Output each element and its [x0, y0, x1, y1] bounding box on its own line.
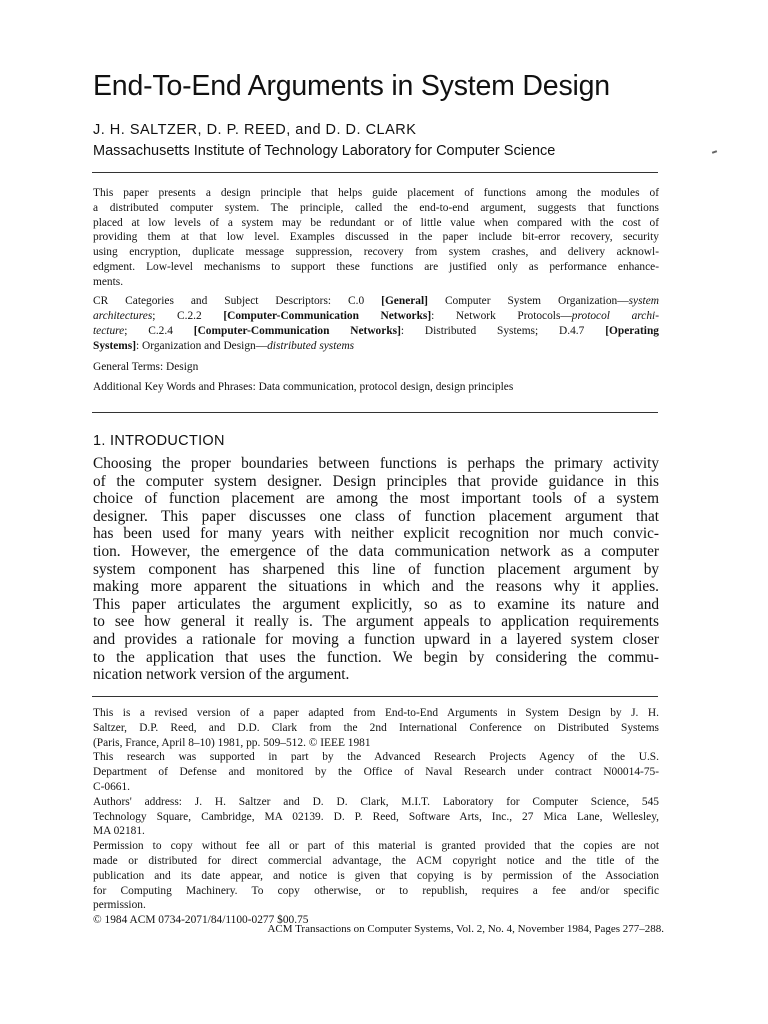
intro-line: system component has sharpened this line of function placement argument by — [93, 560, 659, 578]
introduction-body — [93, 455, 659, 684]
journal-citation: ACM Transactions on Computer Systems, Vol. 2, No. 4, November 1984, Pages 277–288. — [267, 923, 664, 935]
footnote-line: Authors' address: J. H. Saltzer and D. D. Clark, M.I.T. Laboratory for Computer Science, 545 — [93, 795, 659, 808]
cr-line — [93, 339, 659, 354]
footnote-line: C-0661. — [93, 780, 131, 793]
cr-line — [93, 294, 659, 309]
cr-text: Computer System Organization— — [427, 295, 629, 307]
intro-line: designer. This paper discusses one class of function placement argument that — [93, 507, 659, 525]
intro-line: and provides a rationale for moving a function upward in a layered system closer — [93, 630, 659, 648]
cr-text: : Organization and Design— — [136, 340, 268, 352]
divider-middle — [92, 412, 658, 413]
divider-footnotes — [92, 696, 658, 697]
footnote-line: for Computing Machinery. To copy otherwise, or to republish, requires a fee and/or specific — [93, 884, 659, 897]
abstract-line: a distributed computer system. The principle, called the end-to-end argument, suggests that functions — [93, 201, 659, 214]
cr-text: CR Categories and Subject Descriptors: C.0 — [93, 295, 382, 307]
cr-italic: tecture — [93, 325, 125, 337]
intro-line: Choosing the proper boundaries between functions is perhaps the primary activity — [93, 455, 659, 472]
footnote-line: © 1984 ACM 0734-2071/84/1100-0277 $00.75 — [93, 914, 309, 927]
intro-line: choice of function placement are among the most important tools of a system — [93, 490, 659, 508]
footnote-line: Saltzer, D.P. Reed, and D.D. Clark from the 2nd International Conference on Distributed Systems — [93, 721, 659, 734]
intro-line: This paper articulates the argument explicitly, so as to examine its nature and — [93, 595, 659, 613]
affiliation: Massachusetts Institute of Technology Laboratory for Computer Science — [93, 143, 556, 159]
footnote-line: Permission to copy without fee all or part of this material is granted provided that the copies are not — [93, 840, 659, 853]
cr-text: : Network Protocols— — [431, 310, 572, 322]
cr-bold: [General] — [381, 295, 428, 307]
intro-line: has been used for many years with neither explicit recognition nor much convic- — [93, 525, 659, 543]
abstract-line: This paper presents a design principle that helps guide placement of functions among the modules of — [93, 187, 659, 199]
author-list: J. H. SALTZER, D. P. REED, and D. D. CLARK — [93, 122, 417, 138]
cr-line — [93, 324, 659, 339]
footnote-line: This is a revised version of a paper adapted from End-to-End Arguments in System Design by J. H. — [93, 707, 659, 719]
abstract-line: ments. — [93, 275, 124, 288]
abstract-line: using encryption, duplicate message suppression, recovery from system crashes, and delivery acknowl- — [93, 246, 659, 259]
footnote-line: publication and its date appear, and notice is given that copying is by permission of the Association — [93, 869, 659, 882]
cr-italic: system — [628, 295, 659, 307]
paper-title: End-To-End Arguments in System Design — [93, 70, 610, 102]
cr-text: : Distributed Systems; D.4.7 — [400, 325, 606, 337]
footnote-line: made or distributed for direct commercial advantage, the ACM copyright notice and the title of the — [93, 854, 659, 867]
divider-top — [92, 172, 658, 173]
intro-line: tion. However, the emergence of the data communication network as a computer — [93, 542, 659, 560]
footnote-line: permission. — [93, 899, 146, 912]
footnotes — [93, 706, 659, 928]
cr-italic: distributed systems — [267, 340, 355, 352]
section-heading: 1. INTRODUCTION — [93, 433, 225, 449]
cr-categories — [93, 294, 659, 354]
abstract — [93, 186, 659, 290]
scan-speck — [712, 150, 717, 154]
cr-italic: architectures — [93, 310, 153, 322]
abstract-line: placed at low levels of a system may be redundant or of little value when compared with the cost of — [93, 216, 659, 229]
footnote-line: This research was supported in part by the Advanced Research Projects Agency of the U.S. — [93, 751, 659, 764]
footnote-line: (Paris, France, April 8–10) 1981, pp. 509–512. © IEEE 1981 — [93, 736, 371, 749]
cr-text: ; C.2.2 — [152, 310, 224, 322]
cr-bold: Systems] — [93, 340, 137, 352]
intro-line: to the application that uses the function. We begin by considering the commu- — [93, 648, 659, 666]
abstract-line: providing them at that low level. Examples discussed in the paper include bit-error recovery, security — [93, 231, 659, 244]
cr-line — [93, 309, 659, 324]
abstract-line: edgment. Low-level mechanisms to support these functions are justified only as performance enhance- — [93, 260, 659, 273]
cr-bold: [Computer-Communication Networks] — [193, 325, 401, 337]
cr-italic: protocol archi- — [571, 310, 659, 322]
cr-bold: [Computer-Communication Networks] — [223, 310, 432, 322]
footnote-line: MA 02181. — [93, 825, 145, 838]
intro-line: of the computer system designer. Design principles that provide guidance in this — [93, 472, 659, 490]
intro-line: to see how general it really is. The argument appeals to application requirements — [93, 613, 659, 631]
key-words: Additional Key Words and Phrases: Data communication, protocol design, design principles — [93, 381, 514, 393]
intro-line: nication network version of the argument. — [93, 666, 350, 684]
general-terms: General Terms: Design — [93, 361, 199, 373]
intro-line: making more apparent the situations in which and the reasons why it applies. — [93, 578, 659, 596]
footnote-line: Department of Defense and monitored by the Office of Naval Research under contract N00014-75- — [93, 766, 659, 779]
cr-text: ; C.2.4 — [124, 325, 194, 337]
footnote-line: Technology Square, Cambridge, MA 02139. D. P. Reed, Software Arts, Inc., 27 Mica Lane, Wellesley, — [93, 810, 659, 823]
cr-bold: [Operating — [605, 325, 659, 337]
